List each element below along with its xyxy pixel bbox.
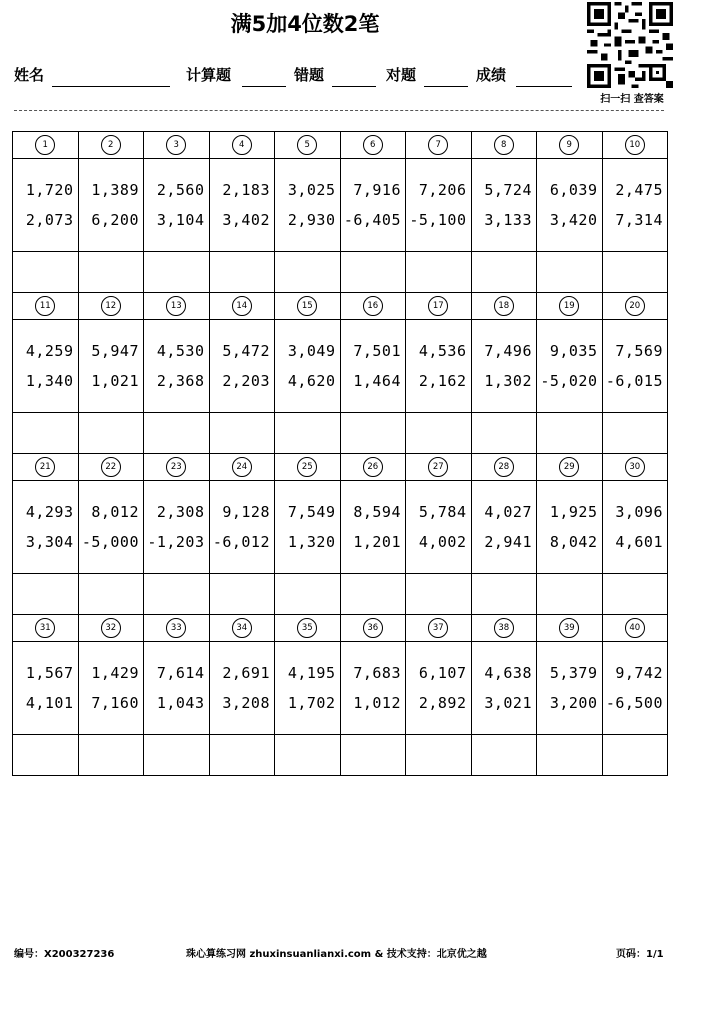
- student-info-row: [14, 64, 584, 94]
- addend-2: 3,208: [222, 694, 270, 712]
- addend-2: -1,203: [147, 533, 205, 551]
- problem-values-cell: [78, 481, 144, 574]
- addend-2: 2,892: [418, 694, 467, 712]
- problem-values-cell: [406, 320, 472, 413]
- problem-values-cell: [13, 642, 79, 735]
- problem-number-cell: [209, 132, 275, 159]
- problem-values-cell: [78, 642, 144, 735]
- answer-cell[interactable]: [537, 252, 603, 293]
- problem-number-cell: [144, 454, 210, 481]
- addend-1: 9,742: [615, 664, 663, 682]
- calc-count-label: 计算题: [186, 66, 232, 84]
- problem-number: 24: [232, 457, 252, 477]
- answer-cell[interactable]: [275, 735, 341, 776]
- problem-values-cell: [144, 159, 210, 252]
- problem-values-cell: [275, 642, 341, 735]
- name-blank[interactable]: [52, 86, 170, 87]
- addend-2: 8,042: [549, 533, 598, 551]
- answer-row: [13, 735, 668, 776]
- problem-number-cell: [602, 293, 668, 320]
- problem-values-cell: [537, 642, 603, 735]
- addend-2: 1,464: [353, 372, 401, 390]
- problem-number: 27: [428, 457, 448, 477]
- footer-code: 编号：X200327236: [14, 949, 115, 960]
- problem-values-cell: [406, 642, 472, 735]
- problem-number-cell: [340, 615, 406, 642]
- addend-2: 3,402: [222, 211, 270, 229]
- addend-2: 3,304: [25, 533, 74, 551]
- problem-values-cell: [209, 642, 275, 735]
- answer-cell[interactable]: [340, 413, 406, 454]
- problem-number: 35: [297, 618, 317, 638]
- problem-values-cell: [275, 481, 341, 574]
- addend-2: 1,012: [353, 694, 401, 712]
- problem-number-cell: [406, 132, 472, 159]
- problem-number-cell: [13, 454, 79, 481]
- problem-number-cell: [537, 132, 603, 159]
- addend-1: 1,720: [25, 181, 74, 199]
- problem-values-cell: [406, 159, 472, 252]
- problem-values-cell: [471, 481, 537, 574]
- problem-values-cell: [144, 320, 210, 413]
- problem-number-cell: [275, 454, 341, 481]
- addend-2: 2,203: [222, 372, 270, 390]
- addend-1: 5,472: [222, 342, 270, 360]
- problem-number-cell: [13, 615, 79, 642]
- answer-cell[interactable]: [209, 252, 275, 293]
- problem-number: 32: [101, 618, 121, 638]
- problem-values-cell: [209, 481, 275, 574]
- problem-number-cell: [471, 615, 537, 642]
- addend-1: 7,614: [156, 664, 205, 682]
- addend-2: 1,043: [156, 694, 205, 712]
- addend-2: 7,160: [91, 694, 139, 712]
- problem-number: 14: [232, 296, 252, 316]
- problem-values-cell: [275, 320, 341, 413]
- addend-1: 9,128: [222, 503, 270, 521]
- answer-cell[interactable]: [602, 735, 668, 776]
- page-title: 满5加4位数2笔: [230, 12, 380, 36]
- problem-number-cell: [340, 293, 406, 320]
- problem-number-cell: [275, 615, 341, 642]
- answer-cell[interactable]: [275, 252, 341, 293]
- addend-1: 5,784: [418, 503, 467, 521]
- problem-number: 39: [559, 618, 579, 638]
- addend-1: 1,567: [25, 664, 74, 682]
- answer-cell[interactable]: [406, 252, 472, 293]
- problem-number: 31: [35, 618, 55, 638]
- answer-cell[interactable]: [275, 574, 341, 615]
- addend-1: 4,027: [484, 503, 532, 521]
- problem-number-cell: [144, 132, 210, 159]
- problem-number-cell: [13, 293, 79, 320]
- problem-number-cell: [209, 293, 275, 320]
- answer-row: [13, 574, 668, 615]
- addend-1: 4,536: [418, 342, 467, 360]
- problem-number-cell: [78, 293, 144, 320]
- problem-number: 7: [428, 135, 448, 155]
- answer-cell[interactable]: [78, 413, 144, 454]
- problem-number: 3: [166, 135, 186, 155]
- answer-cell[interactable]: [602, 574, 668, 615]
- addend-2: 3,420: [549, 211, 598, 229]
- addend-1: 2,475: [615, 181, 663, 199]
- problem-number: 5: [297, 135, 317, 155]
- problem-number: 11: [35, 296, 55, 316]
- problem-number-row: [13, 615, 668, 642]
- problem-number: 6: [363, 135, 383, 155]
- problem-number-cell: [144, 615, 210, 642]
- answer-cell[interactable]: [537, 735, 603, 776]
- problem-number: 13: [166, 296, 186, 316]
- problem-number-cell: [78, 454, 144, 481]
- problem-number: 30: [625, 457, 645, 477]
- problem-number-cell: [406, 615, 472, 642]
- score-blank[interactable]: [516, 86, 572, 87]
- problem-number: 22: [101, 457, 121, 477]
- problem-number-cell: [537, 293, 603, 320]
- answer-cell[interactable]: [78, 252, 144, 293]
- problem-number-cell: [144, 293, 210, 320]
- problem-number: 15: [297, 296, 317, 316]
- qr-caption: 扫一扫 查答案: [600, 94, 664, 105]
- answer-cell[interactable]: [471, 413, 537, 454]
- addend-2: 2,941: [484, 533, 532, 551]
- answer-cell[interactable]: [144, 735, 210, 776]
- problem-values-row: [13, 320, 668, 413]
- problem-number: 16: [363, 296, 383, 316]
- addend-1: 7,683: [353, 664, 401, 682]
- problem-number-cell: [406, 293, 472, 320]
- addend-1: 8,012: [91, 503, 139, 521]
- addend-2: 3,133: [484, 211, 532, 229]
- addend-2: 1,340: [25, 372, 74, 390]
- problem-number-cell: [275, 293, 341, 320]
- addend-1: 7,206: [418, 181, 467, 199]
- addend-2: 4,601: [615, 533, 663, 551]
- addend-2: 1,702: [287, 694, 336, 712]
- addend-2: 4,101: [25, 694, 74, 712]
- addend-1: 8,594: [353, 503, 401, 521]
- problem-number-row: [13, 293, 668, 320]
- addend-2: 6,200: [91, 211, 139, 229]
- answer-cell[interactable]: [471, 735, 537, 776]
- cut-line: [14, 110, 664, 111]
- answer-cell[interactable]: [13, 574, 79, 615]
- answer-cell[interactable]: [78, 574, 144, 615]
- problem-number-cell: [471, 293, 537, 320]
- answer-cell[interactable]: [340, 574, 406, 615]
- problem-number: 2: [101, 135, 121, 155]
- problem-values-cell: [13, 481, 79, 574]
- addend-1: 1,925: [549, 503, 598, 521]
- problem-number-cell: [602, 132, 668, 159]
- addend-1: 2,560: [156, 181, 205, 199]
- problem-number: 29: [559, 457, 579, 477]
- name-label: 姓名: [14, 66, 45, 84]
- answer-cell[interactable]: [340, 735, 406, 776]
- addend-2: -6,015: [605, 372, 663, 390]
- problem-values-cell: [78, 159, 144, 252]
- addend-1: 5,379: [549, 664, 598, 682]
- answer-cell[interactable]: [537, 413, 603, 454]
- answer-row: [13, 252, 668, 293]
- problem-values-cell: [209, 159, 275, 252]
- problem-number-cell: [537, 615, 603, 642]
- problem-values-cell: [537, 159, 603, 252]
- problem-number-cell: [537, 454, 603, 481]
- problem-number: 37: [428, 618, 448, 638]
- answer-cell[interactable]: [78, 735, 144, 776]
- answer-cell[interactable]: [406, 413, 472, 454]
- answer-cell[interactable]: [471, 252, 537, 293]
- footer-page: 页码：1/1: [616, 949, 664, 960]
- problem-number-cell: [471, 132, 537, 159]
- addend-1: 3,096: [615, 503, 663, 521]
- problem-number: 21: [35, 457, 55, 477]
- right-label: 对题: [386, 66, 417, 84]
- problem-number-row: [13, 132, 668, 159]
- problem-number-cell: [78, 615, 144, 642]
- problem-number: 9: [559, 135, 579, 155]
- problem-values-cell: [602, 320, 668, 413]
- wrong-label: 错题: [294, 66, 325, 84]
- right-blank[interactable]: [424, 86, 468, 87]
- answer-cell[interactable]: [13, 252, 79, 293]
- problem-number: 19: [559, 296, 579, 316]
- problem-values-cell: [602, 642, 668, 735]
- footer-site: 珠心算练习网 zhuxinsuanlianxi.com & 技术支持：北京优之越: [186, 949, 487, 960]
- problem-number: 8: [494, 135, 514, 155]
- addend-1: 4,530: [156, 342, 205, 360]
- addend-1: 1,429: [91, 664, 139, 682]
- addend-1: 4,638: [484, 664, 532, 682]
- problem-values-cell: [13, 320, 79, 413]
- addend-2: 3,200: [549, 694, 598, 712]
- addend-1: 1,389: [91, 181, 139, 199]
- problem-number: 17: [428, 296, 448, 316]
- problem-values-cell: [406, 481, 472, 574]
- addend-2: -6,405: [343, 211, 401, 229]
- addend-2: 1,201: [353, 533, 401, 551]
- answer-cell[interactable]: [406, 574, 472, 615]
- problem-number-cell: [78, 132, 144, 159]
- answer-cell[interactable]: [144, 252, 210, 293]
- calc-count-blank[interactable]: [242, 86, 286, 87]
- addend-2: 1,302: [484, 372, 532, 390]
- answer-cell[interactable]: [340, 252, 406, 293]
- problem-number-cell: [602, 615, 668, 642]
- problem-number: 20: [625, 296, 645, 316]
- qr-code-image: [585, 2, 675, 88]
- addend-2: 1,021: [91, 372, 139, 390]
- addend-2: 2,368: [156, 372, 205, 390]
- problem-values-cell: [340, 159, 406, 252]
- addend-2: 2,930: [287, 211, 336, 229]
- addend-1: 2,308: [156, 503, 205, 521]
- answer-cell[interactable]: [406, 735, 472, 776]
- answer-cell[interactable]: [209, 735, 275, 776]
- problem-number: 23: [166, 457, 186, 477]
- addend-2: 2,073: [25, 211, 74, 229]
- problem-values-cell: [275, 159, 341, 252]
- answer-cell[interactable]: [144, 413, 210, 454]
- addend-2: 4,620: [287, 372, 336, 390]
- problem-values-cell: [340, 320, 406, 413]
- answer-cell[interactable]: [13, 735, 79, 776]
- problem-number: 10: [625, 135, 645, 155]
- problem-values-cell: [340, 481, 406, 574]
- problem-values-cell: [537, 481, 603, 574]
- addend-1: 7,501: [353, 342, 401, 360]
- addend-1: 6,107: [418, 664, 467, 682]
- addend-2: -5,100: [409, 211, 467, 229]
- problem-values-cell: [78, 320, 144, 413]
- addend-1: 5,724: [484, 181, 532, 199]
- problem-number: 4: [232, 135, 252, 155]
- answer-row: [13, 413, 668, 454]
- answer-cell[interactable]: [602, 252, 668, 293]
- problem-values-row: [13, 481, 668, 574]
- answer-cell[interactable]: [209, 574, 275, 615]
- problem-number-cell: [209, 454, 275, 481]
- problem-number-cell: [406, 454, 472, 481]
- problem-number: 1: [35, 135, 55, 155]
- problem-values-cell: [13, 159, 79, 252]
- addend-2: -6,012: [212, 533, 270, 551]
- problem-values-cell: [602, 481, 668, 574]
- problem-number-cell: [471, 454, 537, 481]
- problem-number-row: [13, 454, 668, 481]
- problem-number-cell: [209, 615, 275, 642]
- addend-2: 3,021: [484, 694, 532, 712]
- problem-number: 36: [363, 618, 383, 638]
- addend-2: 2,162: [418, 372, 467, 390]
- addend-1: 7,496: [484, 342, 532, 360]
- problem-values-cell: [602, 159, 668, 252]
- problem-values-cell: [144, 481, 210, 574]
- problem-values-row: [13, 642, 668, 735]
- addend-2: -5,000: [81, 533, 139, 551]
- problem-number-cell: [13, 132, 79, 159]
- problem-values-cell: [471, 320, 537, 413]
- problem-table: [12, 131, 668, 776]
- addend-1: 9,035: [549, 342, 598, 360]
- addend-2: 7,314: [615, 211, 663, 229]
- problem-values-cell: [471, 159, 537, 252]
- addend-1: 4,195: [287, 664, 336, 682]
- problem-number: 28: [494, 457, 514, 477]
- addend-1: 2,691: [222, 664, 270, 682]
- addend-1: 2,183: [222, 181, 270, 199]
- problem-number-cell: [602, 454, 668, 481]
- addend-2: -6,500: [605, 694, 663, 712]
- addend-1: 6,039: [549, 181, 598, 199]
- answer-cell[interactable]: [209, 413, 275, 454]
- addend-1: 3,049: [287, 342, 336, 360]
- addend-1: 7,549: [287, 503, 336, 521]
- problem-number-cell: [340, 132, 406, 159]
- addend-1: 4,293: [25, 503, 74, 521]
- score-label: 成绩: [476, 66, 507, 84]
- wrong-blank[interactable]: [332, 86, 376, 87]
- answer-cell[interactable]: [13, 413, 79, 454]
- addend-1: 5,947: [91, 342, 139, 360]
- problem-number: 34: [232, 618, 252, 638]
- problem-values-cell: [340, 642, 406, 735]
- problem-number-cell: [275, 132, 341, 159]
- problem-number: 38: [494, 618, 514, 638]
- addend-1: 7,569: [615, 342, 663, 360]
- problem-number: 18: [494, 296, 514, 316]
- addend-1: 3,025: [287, 181, 336, 199]
- addend-2: 3,104: [156, 211, 205, 229]
- problem-values-cell: [471, 642, 537, 735]
- problem-number: 26: [363, 457, 383, 477]
- addend-2: 1,320: [287, 533, 336, 551]
- answer-cell[interactable]: [471, 574, 537, 615]
- problem-number: 12: [101, 296, 121, 316]
- answer-cell[interactable]: [537, 574, 603, 615]
- problem-number: 25: [297, 457, 317, 477]
- addend-2: -5,020: [540, 372, 598, 390]
- answer-cell[interactable]: [144, 574, 210, 615]
- problem-number: 33: [166, 618, 186, 638]
- answer-cell[interactable]: [602, 413, 668, 454]
- problem-grid: [12, 131, 668, 776]
- addend-1: 4,259: [25, 342, 74, 360]
- problem-values-cell: [209, 320, 275, 413]
- problem-values-row: [13, 159, 668, 252]
- problem-number: 40: [625, 618, 645, 638]
- addend-2: 4,002: [418, 533, 467, 551]
- problem-values-cell: [537, 320, 603, 413]
- addend-1: 7,916: [353, 181, 401, 199]
- answer-cell[interactable]: [275, 413, 341, 454]
- problem-number-cell: [340, 454, 406, 481]
- problem-values-cell: [144, 642, 210, 735]
